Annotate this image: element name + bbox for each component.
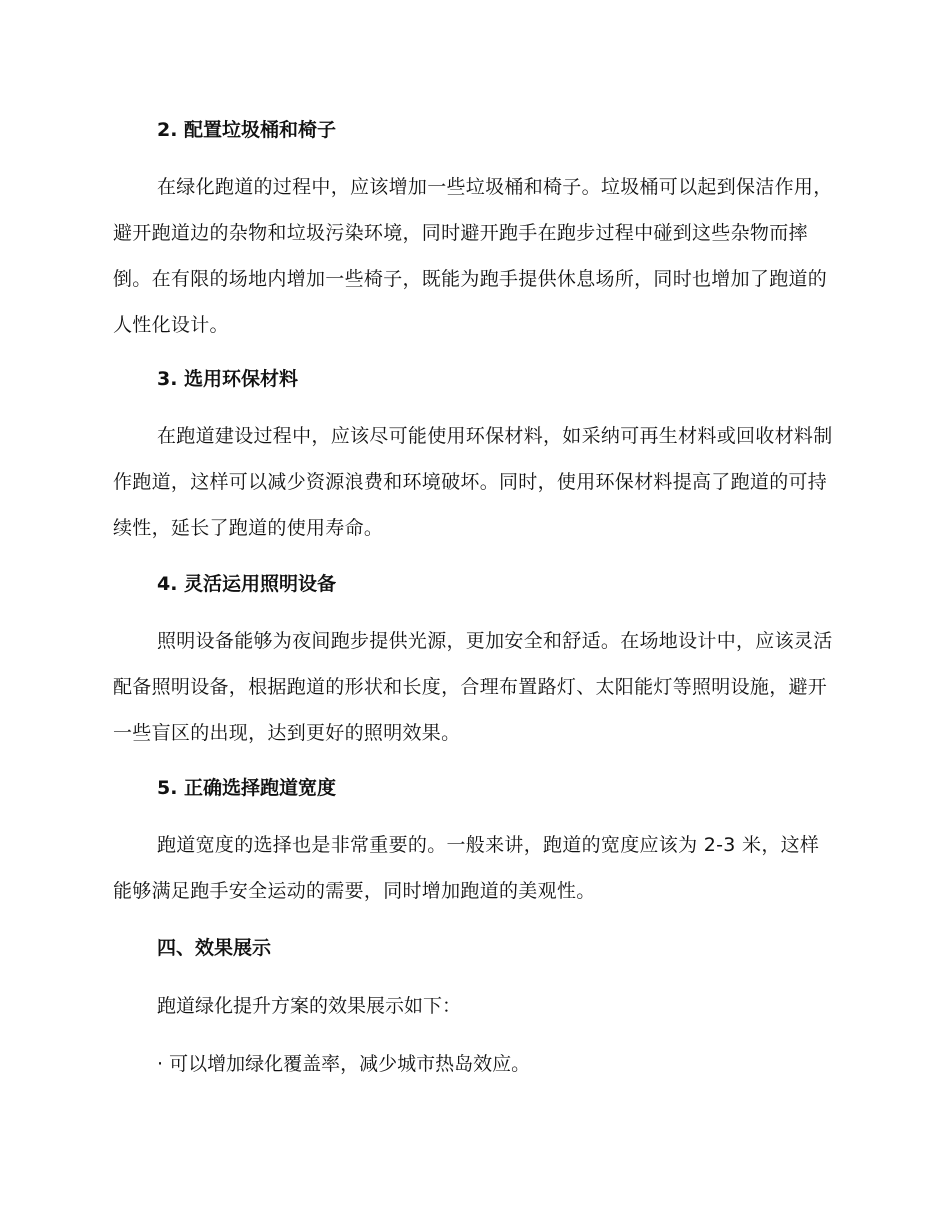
section-heading-track-width: 5. 正确选择跑道宽度 (157, 777, 337, 799)
section-heading-effect-display: 四、效果展示 (157, 937, 272, 959)
section-body-eco-materials: 在跑道建设过程中，应该尽可能使用环保材料，如采纳可再生材料或回收材料制作跑道，这样可以减少资源浪费和环境破坏。同时，使用环保材料提高了跑道的可持续性，延长了跑道的使用寿命。 (113, 425, 833, 539)
effect-display-bullet: · 可以增加绿化覆盖率，减少城市热岛效应。 (157, 1053, 531, 1075)
section-body-trash-bins: 在绿化跑道的过程中，应该增加一些垃圾桶和椅子。垃圾桶可以起到保洁作用，避开跑道边的杂物和垃圾污染环境，同时避开跑手在跑步过程中碰到这些杂物而摔倒。在有限的场地内增加一些椅子，既能为跑手提供休息场所，同时也增加了跑道的人性化设计。 (113, 176, 833, 336)
section-heading-eco-materials: 3. 选用环保材料 (157, 368, 299, 390)
effect-display-intro: 跑道绿化提升方案的效果展示如下： (157, 995, 462, 1017)
section-heading-trash-bins: 2. 配置垃圾桶和椅子 (157, 119, 337, 141)
section-body-track-width: 跑道宽度的选择也是非常重要的。一般来讲，跑道的宽度应该为 2-3 米，这样能够满足跑手安全运动的需要，同时增加跑道的美观性。 (113, 834, 820, 902)
section-heading-lighting: 4. 灵活运用照明设备 (157, 573, 337, 595)
section-body-lighting: 照明设备能够为夜间跑步提供光源，更加安全和舒适。在场地设计中，应该灵活配备照明设备，根据跑道的形状和长度，合理布置路灯、太阳能灯等照明设施，避开一些盲区的出现，达到更好的照明效果。 (113, 630, 833, 744)
